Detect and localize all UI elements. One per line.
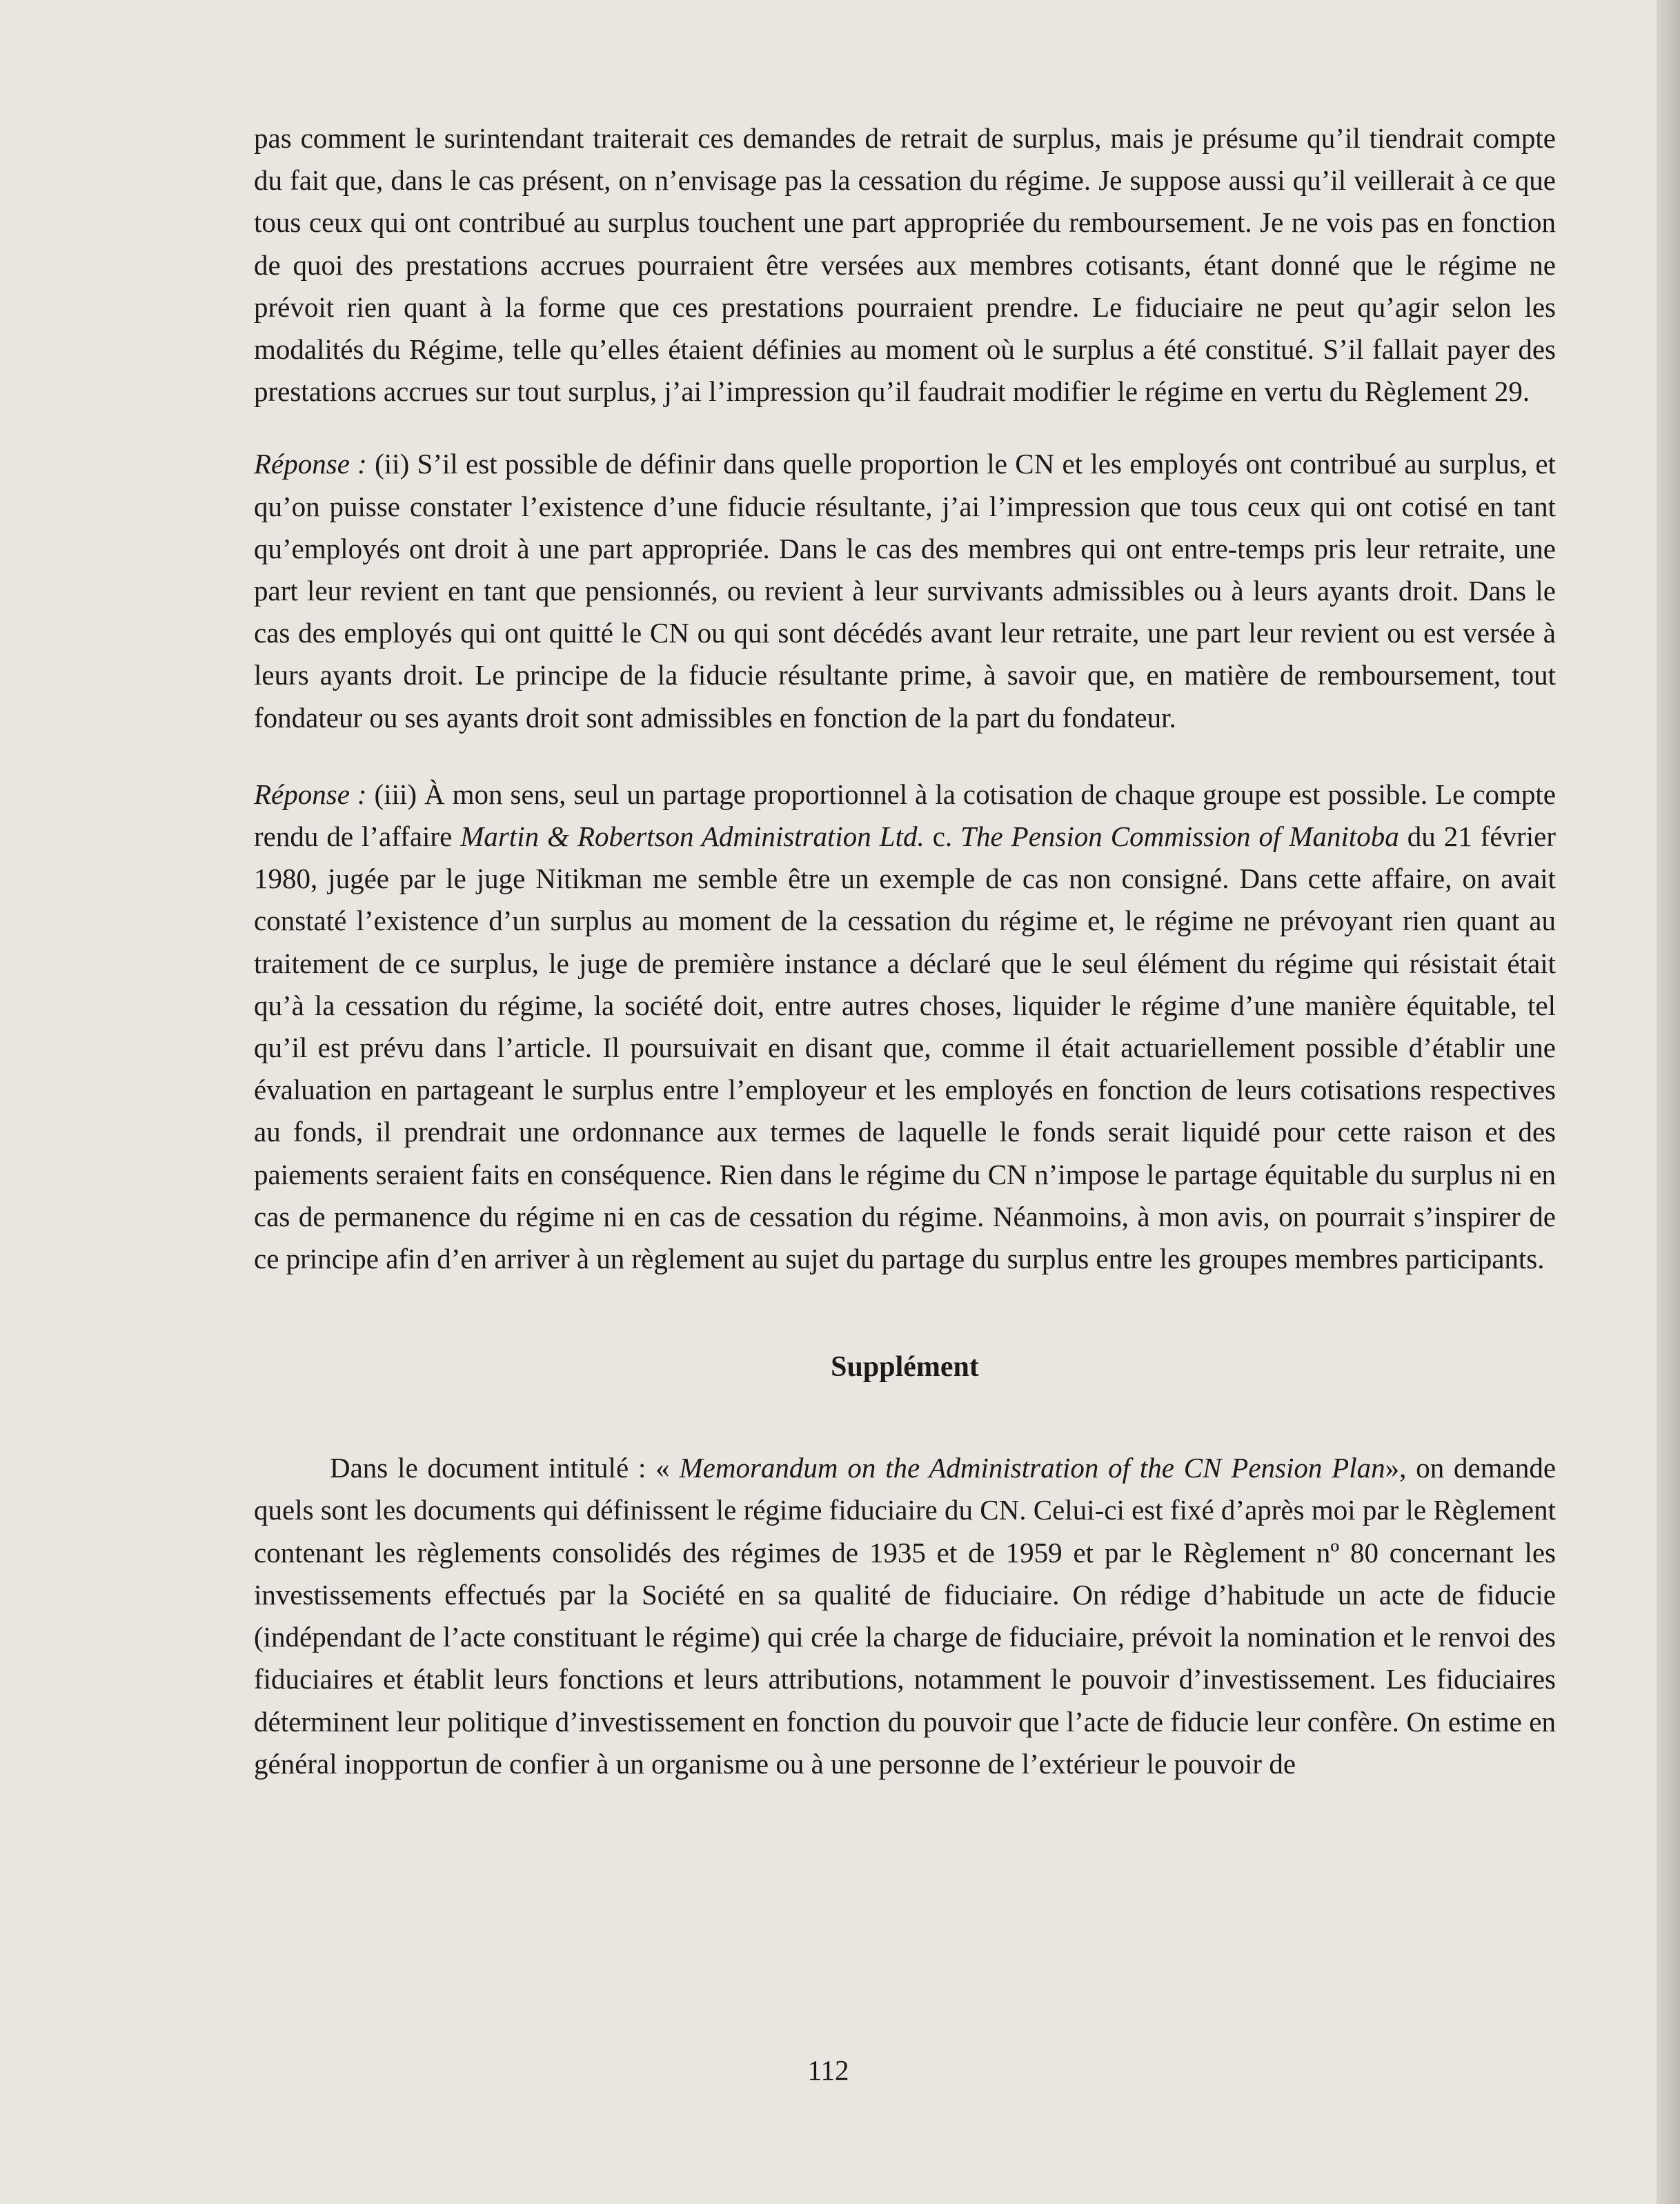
page-number: 112 bbox=[807, 2054, 849, 2086]
memorandum-title: Memorandum on the Administration of the CN Pension Plan bbox=[679, 1452, 1385, 1484]
supplement-intro: Dans le document intitulé : « bbox=[330, 1452, 670, 1484]
response-text-iii-start: (iii) À mon sens, seul un partage proportionnel à la cotisation de chaque groupe est possible. Le compte rendu de l’affaire bbox=[254, 778, 1556, 853]
case-name-pension-commission: The Pension Commission of Manitoba bbox=[960, 820, 1399, 853]
body-paragraph-1: pas comment le surintendant traiterait ces demandes de retrait de surplus, mais je présume qu’il tiendrait compte du fait que, dans le cas présent, on n’envisage pas la cessation du régime. Je suppose aussi qu’il veillerait à ce que tous ceux qui ont contribué au surplus touchent une part appropriée du remboursement. Je ne vois pas en fonction de quoi des prestations accrues pourraient être versées aux membres cotisants, étant donné que le régime ne prévoit rien quant à la forme que ces prestations pourraient prendre. Le fiduciaire ne peut qu’agir selon les modalités du Régime, telle qu’elles étaient définies au moment où le surplus a été constitué. S’il fallait payer des prestations accrues sur tout surplus, j’ai l’impression qu’il faudrait modifier le régime en vertu du Règlement 29. bbox=[254, 122, 1556, 408]
page-edge-shadow bbox=[1657, 0, 1680, 2204]
case-name-martin: Martin & Robertson Administration Ltd. bbox=[460, 820, 925, 853]
section-heading-supplement: Supplément bbox=[831, 1351, 979, 1384]
supplement-paragraph bbox=[254, 1447, 1556, 1785]
page-content bbox=[254, 117, 1556, 1785]
response-paragraph-iii bbox=[254, 774, 1556, 1280]
supplement-text: », on demande quels sont les documents qui définissent le régime fiduciaire du CN. Celui-ci est fixé d’après moi par le Règlement contenant les règlements consolidés des régimes de 1935 et de 1959 et par le Règlement nº 80 concernant les investissements effectués par la Société en sa qualité de fiduciaire. On rédige d’habitude un acte de fiducie (indépendant de l’acte constituant le régime) qui crée la charge de fiduciaire, prévoit la nomination et le renvoi des fiduciaires et établit leurs fonctions et leurs attributions, notamment le pouvoir d’investissement. Les fiduciaires déterminent leur politique d’investissement en fonction du pouvoir que l’acte de fiducie leur confère. On estime en général inopportun de confier à un organisme ou à une personne de l’extérieur le pouvoir de bbox=[254, 1452, 1557, 1780]
response-label: Réponse : bbox=[254, 778, 367, 810]
response-paragraph-ii bbox=[254, 443, 1556, 738]
response-text-ii: (ii) S’il est possible de définir dans quelle proportion le CN et les employés ont contribué au surplus, et qu’on puisse constater l’existence d’une fiducie résultante, j’ai l’impression que tous ceux qui ont cotisé en tant qu’employés ont droit à une part appropriée. Dans le cas des membres qui ont entre-temps pris leur retraite, une part leur revient en tant que pensionnés, ou revient à leur survivants admissibles ou à leurs ayants droit. Dans le cas des employés qui ont quitté le CN ou qui sont décédés avant leur retraite, une part leur revient ou est versée à leurs ayants droit. Le principe de la fiducie résultante prime, à savoir que, en matière de remboursement, tout fondateur ou ses ayants droit sont admissibles en fonction de la part du fondateur. bbox=[254, 448, 1556, 734]
case-versus: c. bbox=[932, 820, 953, 853]
response-label: Réponse : bbox=[254, 448, 367, 480]
response-text-iii-rest: du 21 février 1980, jugée par le juge Nitikman me semble être un exemple de cas non consigné. Dans cette affaire, on avait constaté l’existence d’un surplus au moment de la cessation du régime et, le régime ne prévoyant rien quant au traitement de ce surplus, le juge de première instance a déclaré que le seul élément du régime qui résistait était qu’à la cessation du régime, la société doit, entre autres choses, liquider le régime d’une manière équitable, tel qu’il est prévu dans l’article. Il poursuivait en disant que, comme il était actuariellement possible d’établir une évaluation en partageant le surplus entre l’employeur et les employés en fonction de leurs cotisations respectives au fonds, il prendrait une ordonnance aux termes de laquelle le fonds serait liquidé pour cette raison et des paiements seraient faits en conséquence. Rien dans le régime du CN n’impose le partage équitable du surplus ni en cas de permanence du régime ni en cas de cessation du régime. Néanmoins, à mon avis, on pourrait s’inspirer de ce principe afin d’en arriver à un règlement au sujet du partage du surplus entre les groupes membres participants. bbox=[254, 820, 1556, 1275]
